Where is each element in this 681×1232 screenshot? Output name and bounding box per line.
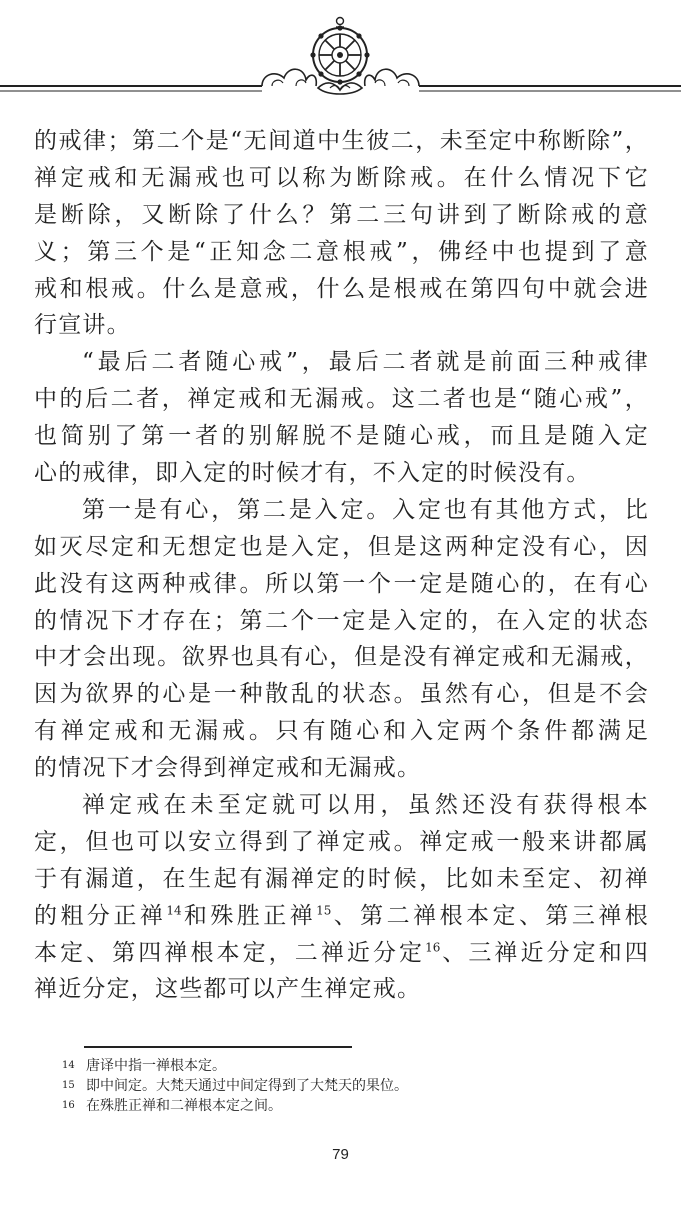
text-segment: 、第二禅根本定、第三禅根 <box>331 902 649 929</box>
text-line: 的情况下才存在；第二个一定是入定的，在入定的状态 <box>34 607 649 634</box>
footnote-number: 15 <box>62 1080 75 1091</box>
text-line: 心的戒律，即入定的时候才有，不入定的时候没有。 <box>34 460 591 487</box>
dharma-wheel-icon <box>0 0 681 110</box>
footnote-divider <box>84 1046 352 1048</box>
text-line: 也简别了第一者的别解脱不是随心戒，而且是随入定 <box>34 423 649 450</box>
body-text <box>34 123 649 1008</box>
text-line: 此没有这两种戒律。所以第一个一定是随心的，在有心 <box>34 570 649 597</box>
text-line: 禅定戒在未至定就可以用，虽然还没有获得根本 <box>82 792 649 819</box>
footnote-16 <box>62 1096 662 1116</box>
paragraph-3 <box>34 492 649 787</box>
text-line: 禅近分定，这些都可以产生禅定戒。 <box>34 976 422 1003</box>
text-line: 禅定戒和无漏戒也可以称为断除戒。在什么情况下它 <box>34 164 649 191</box>
text-line: 于有漏道，在生起有漏禅定的时候，比如未至定、初禅 <box>34 865 649 892</box>
paragraph-4 <box>34 787 649 1008</box>
footnote-14 <box>62 1056 662 1076</box>
text-line: 的戒律；第二个是“无间道中生彼二，未至定中称断除”， <box>34 128 649 154</box>
text-segment: 、三禅近分定和四 <box>440 939 649 966</box>
footnote-text: 唐译中指一禅根本定。 <box>86 1058 226 1074</box>
paragraph-1 <box>34 123 649 344</box>
text-line: 中的后二者，禅定戒和无漏戒。这二者也是“随心戒”， <box>34 386 649 413</box>
footnotes <box>62 1056 662 1116</box>
text-segment: 的粗分正禅 <box>34 902 167 929</box>
text-line: 如灭尽定和无想定也是入定，但是这两种定没有心，因 <box>34 533 649 560</box>
text-line <box>34 935 649 972</box>
text-line: “最后二者随心戒”，最后二者就是前面三种戒律 <box>82 349 649 376</box>
text-line <box>34 898 649 935</box>
footnote-15 <box>62 1076 662 1096</box>
text-line: 第一是有心，第二是入定。入定也有其他方式，比 <box>82 496 649 523</box>
text-line: 是断除，又断除了什么？第二三句讲到了断除戒的意 <box>34 201 649 228</box>
text-line: 中才会出现。欲界也具有心，但是没有禅定戒和无漏戒， <box>34 644 649 671</box>
text-line: 有禅定戒和无漏戒。只有随心和入定两个条件都满足 <box>34 718 649 745</box>
footnote-number: 16 <box>62 1100 75 1111</box>
text-segment: 和殊胜正禅 <box>181 902 317 929</box>
footnote-ref-15[interactable]: 15 <box>316 903 332 918</box>
footnote-number: 14 <box>62 1060 75 1071</box>
footnote-ref-14[interactable]: 14 <box>166 903 182 918</box>
text-line: 的情况下才会得到禅定戒和无漏戒。 <box>34 755 422 782</box>
text-line: 义；第三个是“正知念二意根戒”，佛经中也提到了意 <box>34 238 649 265</box>
footnote-text: 在殊胜正禅和二禅根本定之间。 <box>86 1098 282 1114</box>
paragraph-2 <box>34 344 649 492</box>
footnote-text: 即中间定。大梵天通过中间定得到了大梵天的果位。 <box>86 1078 408 1094</box>
page-header-ornament <box>0 0 681 110</box>
text-line: 戒和根戒。什么是意戒，什么是根戒在第四句中就会进 <box>34 275 649 302</box>
text-line: 因为欲界的心是一种散乱的状态。虽然有心，但是不会 <box>34 681 649 708</box>
text-line: 行宣讲。 <box>34 312 131 339</box>
page-number: 79 <box>332 1146 349 1163</box>
text-segment: 本定、第四禅根本定，二禅近分定 <box>34 939 426 966</box>
footnote-ref-16[interactable]: 16 <box>425 939 441 954</box>
text-line: 定，但也可以安立得到了禅定戒。禅定戒一般来讲都属 <box>34 828 649 855</box>
